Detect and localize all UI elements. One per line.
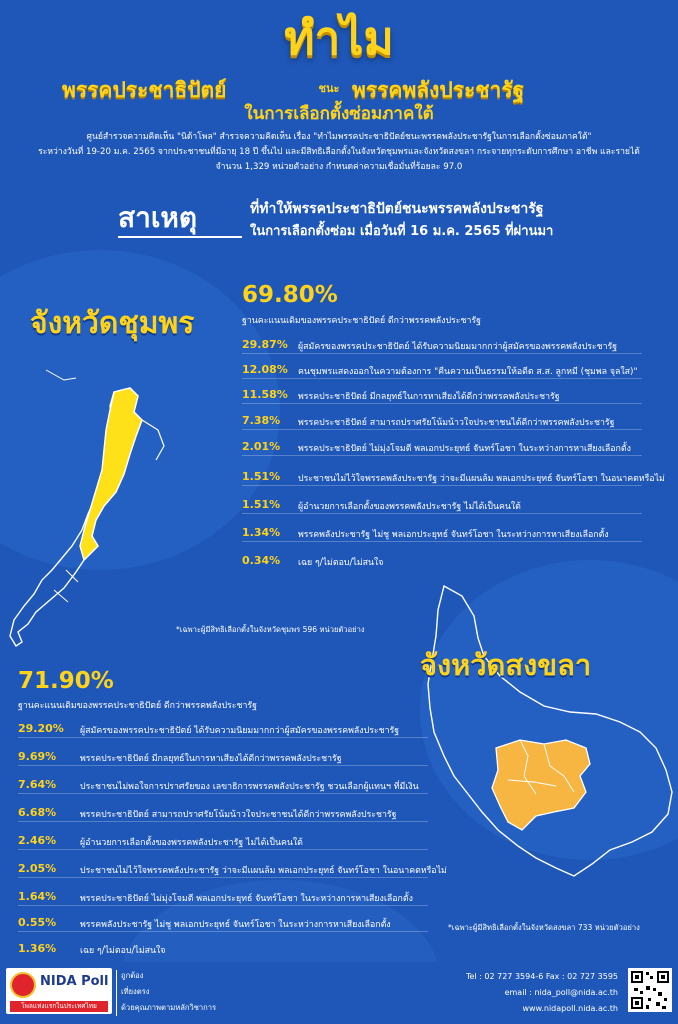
item-pct: 2.01% bbox=[242, 440, 281, 453]
intro-text bbox=[0, 130, 678, 175]
item-text: เฉย ๆ/ไม่ตอบ/ไม่สนใจ bbox=[298, 558, 384, 568]
item-pct: 7.64% bbox=[18, 778, 57, 791]
contact-web[interactable]: www.nidapoll.nida.ac.th bbox=[522, 1004, 618, 1013]
motto-line: ถูกต้อง bbox=[121, 971, 144, 980]
songkhla-note: *เฉพาะผู้มีสิทธิเลือกตั้งในจังหวัดสงขลา 733 หน่วยตัวอย่าง bbox=[448, 923, 640, 932]
songkhla-headline-label: ฐานคะแนนเดิมของพรรคประชาธิปัตย์ ดีกว่าพรรคพลังประชารัฐ bbox=[18, 701, 257, 711]
item-text: พรรคพลังประชารัฐ ไม่ชู พลเอกประยุทธ์ จันทร์โอชา ในระหว่างการหาเสียงเลือกตั้ง bbox=[80, 920, 391, 930]
footer bbox=[0, 962, 678, 1024]
item-pct: 2.05% bbox=[18, 862, 57, 875]
intro-line: ระหว่างวันที่ 19-20 ม.ค. 2565 จากประชาชนที่มีอายุ 18 ปี ขึ้นไป และมีสิทธิเลือกตั้งในจังหวัดชุมพรและจังหวัดสงขลา กระจายทุกระดับการศึกษา อาชีพ และรายได้ bbox=[38, 147, 640, 157]
item-text: ผู้สมัครของพรรคประชาธิปัตย์ ได้รับความนิยมมากกว่าผู้สมัครของพรรคพลังประชารัฐ bbox=[298, 342, 618, 352]
page-title: ทำไม bbox=[284, 11, 394, 65]
item-text: พรรคพลังประชารัฐ ไม่ชู พลเอกประยุทธ์ จันทร์โอชา ในระหว่างการหาเสียงเลือกตั้ง bbox=[298, 530, 609, 540]
chumphon-note: *เฉพาะผู้มีสิทธิเลือกตั้งในจังหวัดชุมพร 596 หน่วยตัวอย่าง bbox=[176, 625, 365, 634]
list-item bbox=[18, 750, 458, 768]
chumphon-headline-pct: 69.80% bbox=[242, 282, 338, 308]
item-pct: 6.68% bbox=[18, 806, 57, 819]
item-text: พรรคประชาธิปัตย์ มีกลยุทธ์ในการหาเสียงได้ดีกว่าพรรคพลังประชารัฐ bbox=[80, 754, 342, 764]
list-item bbox=[242, 338, 678, 356]
nida-poll-logo bbox=[6, 968, 112, 1014]
item-text: คนชุมพรแสดงออกในความต้องการ "คืนความเป็นธรรมให้อดีต ส.ส. ลูกหมี (ชุมพล จุลใส)" bbox=[298, 367, 638, 377]
item-pct: 29.87% bbox=[242, 338, 288, 351]
item-pct: 1.64% bbox=[18, 890, 57, 903]
cause-heading bbox=[118, 192, 558, 250]
item-pct: 9.69% bbox=[18, 750, 57, 763]
item-text: พรรคประชาธิปัตย์ มีกลยุทธ์ในการหาเสียงได้ดีกว่าพรรคพลังประชารัฐ bbox=[298, 392, 560, 402]
item-text: พรรคประชาธิปัตย์ สามารถปราศรัยโน้มน้าวใจประชาชนได้ดีกว่าพรรคพลังประชารัฐ bbox=[80, 810, 397, 820]
list-item bbox=[242, 498, 678, 516]
contact-email[interactable]: email : nida_poll@nida.ac.th bbox=[504, 988, 618, 997]
item-text: ประชาชนไม่พอใจการปราศรัยของ เลขาธิการพรรคพลังประชารัฐ ชวนเลือกผู้แทนฯ ที่มีเงิน bbox=[80, 782, 419, 792]
cause-big-label: สาเหตุ bbox=[118, 201, 198, 234]
seal-icon bbox=[10, 972, 36, 998]
list-item bbox=[18, 778, 458, 796]
list-item bbox=[242, 526, 678, 544]
list-item bbox=[242, 388, 678, 406]
item-pct: 2.46% bbox=[18, 834, 57, 847]
item-pct: 1.51% bbox=[242, 470, 281, 483]
contact-tel: Tel : 02 727 3594-6 Fax : 02 727 3595 bbox=[465, 972, 618, 981]
list-item bbox=[242, 440, 678, 458]
item-pct: 1.51% bbox=[242, 498, 281, 511]
item-text: ประชาชนไม่ไว้ใจพรรคพลังประชารัฐ ว่าจะมีแผนล้ม พลเอกประยุทธ์ จันทร์โอชา ในอนาคตหรือไม่ bbox=[80, 866, 447, 876]
songkhla-headline-pct: 71.90% bbox=[18, 668, 114, 694]
cause-line: ที่ทำให้พรรคประชาธิปัตย์ชนะพรรคพลังประชารัฐ bbox=[250, 201, 544, 217]
list-item bbox=[18, 834, 458, 852]
footer-divider bbox=[116, 970, 117, 1016]
item-pct: 1.36% bbox=[18, 942, 57, 955]
songkhla-title: จังหวัดสงขลา bbox=[420, 648, 592, 682]
item-pct: 0.34% bbox=[242, 554, 281, 567]
songkhla-province bbox=[492, 740, 590, 830]
item-pct: 29.20% bbox=[18, 722, 64, 735]
item-text: ประชาชนไม่ไว้ใจพรรคพลังประชารัฐ ว่าจะมีแผนล้ม พลเอกประยุทธ์ จันทร์โอชา ในอนาคตหรือไม่ bbox=[298, 474, 665, 484]
list-item bbox=[242, 414, 678, 432]
chumphon-map bbox=[6, 350, 256, 650]
item-pct: 12.08% bbox=[242, 363, 288, 376]
list-item bbox=[18, 806, 458, 824]
list-item bbox=[242, 470, 678, 488]
qr-code-icon bbox=[628, 968, 672, 1012]
list-item bbox=[18, 890, 458, 908]
vs-label: ชนะ bbox=[318, 82, 340, 95]
page-subtitle: ในการเลือกตั้งซ่อมภาคใต้ bbox=[244, 104, 434, 124]
party-right-label: พรรคพลังประชารัฐ bbox=[352, 78, 525, 102]
party-left-label: พรรคประชาธิปัตย์ bbox=[62, 78, 227, 102]
list-item bbox=[18, 942, 458, 960]
item-text: เฉย ๆ/ไม่ตอบ/ไม่สนใจ bbox=[80, 946, 166, 956]
list-item bbox=[18, 916, 458, 934]
item-text: พรรคประชาธิปัตย์ สามารถปราศรัยโน้มน้าวใจประชาชนได้ดีกว่าพรรคพลังประชารัฐ bbox=[298, 418, 615, 428]
chumphon-title: จังหวัดชุมพร bbox=[30, 306, 195, 341]
item-text: ผู้อำนวยการเลือกตั้งของพรรคพลังประชารัฐ ไม่ได้เป็นคนใต้ bbox=[298, 502, 521, 512]
intro-line: ศูนย์สำรวจความคิดเห็น "นิด้าโพล" สำรวจความคิดเห็น เรื่อง "ทำไมพรรคประชาธิปัตย์ชนะพรรคพลังประชารัฐในการเลือกตั้งซ่อมภาคใต้" bbox=[86, 132, 592, 142]
list-item bbox=[18, 862, 458, 880]
logo-sub: โพลแห่งแรกในประเทศไทย bbox=[10, 1001, 108, 1012]
item-pct: 7.38% bbox=[242, 414, 281, 427]
item-text: พรรคประชาธิปัตย์ ไม่มุ่งโจมตี พลเอกประยุทธ์ จันทร์โอชา ในระหว่างการหาเสียงเลือกตั้ง bbox=[80, 894, 413, 904]
list-item bbox=[242, 554, 678, 572]
coastline bbox=[142, 420, 164, 460]
motto-line: เที่ยงตรง bbox=[121, 987, 150, 996]
list-item bbox=[242, 363, 678, 381]
list-item bbox=[18, 722, 458, 740]
item-text: ผู้อำนวยการเลือกตั้งของพรรคพลังประชารัฐ ไม่ได้เป็นคนใต้ bbox=[80, 838, 303, 848]
province-outline bbox=[428, 586, 672, 876]
logo-text: NIDA Poll bbox=[40, 974, 109, 989]
motto-line: ด้วยคุณภาพตามหลักวิชาการ bbox=[121, 1003, 217, 1012]
chumphon-headline-label: ฐานคะแนนเดิมของพรรคประชาธิปัตย์ ดีกว่าพรรคพลังประชารัฐ bbox=[242, 316, 481, 326]
coastline bbox=[46, 370, 78, 602]
item-pct: 11.58% bbox=[242, 388, 288, 401]
intro-line: จำนวน 1,329 หน่วยตัวอย่าง กำหนดค่าความเชื่อมั่นที่ร้อยละ 97.0 bbox=[215, 162, 463, 172]
item-pct: 0.55% bbox=[18, 916, 57, 929]
chumphon-province bbox=[80, 388, 142, 560]
cause-underline bbox=[118, 236, 242, 238]
cause-line: ในการเลือกตั้งซ่อม เมื่อวันที่ 16 ม.ค. 2565 ที่ผ่านมา bbox=[250, 224, 554, 239]
item-text: ผู้สมัครของพรรคประชาธิปัตย์ ได้รับความนิยมมากกว่าผู้สมัครของพรรคพลังประชารัฐ bbox=[80, 726, 400, 736]
item-text: พรรคประชาธิปัตย์ ไม่มุ่งโจมตี พลเอกประยุทธ์ จันทร์โอชา ในระหว่างการหาเสียงเลือกตั้ง bbox=[298, 444, 631, 454]
item-pct: 1.34% bbox=[242, 526, 281, 539]
